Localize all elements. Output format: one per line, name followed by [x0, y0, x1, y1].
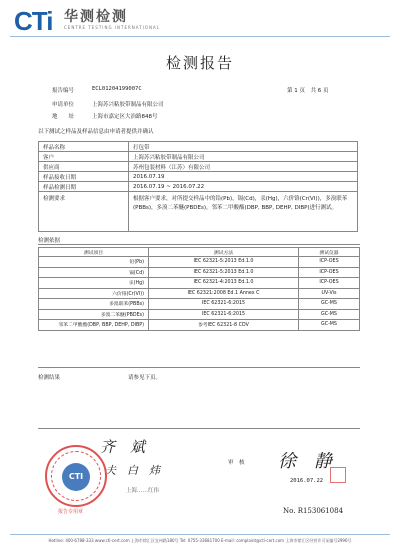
test-item: 多溴二苯醚(PBDEs) [39, 309, 149, 320]
address-label: 地 址 [52, 114, 75, 120]
report-header [0, 0, 400, 38]
col-header-item: 测试项目 [39, 248, 149, 257]
table-row [39, 257, 360, 268]
company-subtitle: CENTRE TESTING INTERNATIONAL [64, 25, 160, 30]
info-row [39, 192, 358, 232]
applicant-value: 上海苏兴粘胶带制品有限公司 [92, 102, 164, 108]
col-header-method: 测试方法 [149, 248, 299, 257]
info-key: 样品名称 [39, 142, 129, 152]
info-value: 2016.07.19 [129, 172, 358, 182]
handwritten-signature-mid: 夫 白 炜 [105, 464, 160, 477]
test-method: IEC 62321-4:2013 Ed.1.0 [149, 278, 299, 289]
table-row [39, 267, 360, 278]
company-name: 华测检测 [64, 9, 128, 25]
test-item: 镉(Cd) [39, 267, 149, 278]
test-method: IEC 62321-6:2015 [149, 299, 299, 310]
report-number: ECL01204199007C [92, 86, 142, 92]
square-stamp [330, 467, 346, 483]
info-value: 上海苏兴粘胶带制品有限公司 [129, 152, 358, 162]
page-current: 1 [294, 88, 298, 94]
info-row [39, 172, 358, 182]
page-prefix: 第 [287, 88, 293, 94]
test-item: 汞(Hg) [39, 278, 149, 289]
info-key: 客户 [39, 152, 129, 162]
test-instrument: ICP-OES [299, 257, 360, 268]
footer-contact: Hotline: 400-6788-333 www.cti-cert.com 上海市徐汇区宜州路180号 Tel: 0755-33681700 E-mail: complaint@cti-cert.com 上海市徐汇区经营许可证编号2996号 [48, 538, 352, 543]
test-method: 参考IEC 62321-8 CDV [149, 320, 299, 331]
info-row [39, 152, 358, 162]
certificate-number [283, 507, 343, 515]
col-header-instrument: 测试仪器 [299, 248, 360, 257]
table-row [39, 320, 360, 331]
test-instrument: GC-MS [299, 299, 360, 310]
info-key: 供应商 [39, 162, 129, 172]
table-row [39, 288, 360, 299]
test-method: IEC 62321-6:2015 [149, 309, 299, 320]
conclusion-label: 检测结果 [38, 375, 61, 381]
approver-note: 上海……红伟 [126, 488, 160, 494]
test-instrument: GC-MS [299, 309, 360, 320]
test-method: IEC 62321-5:2013 Ed.1.0 [149, 257, 299, 268]
table-row [39, 299, 360, 310]
footer-divider [10, 534, 390, 535]
info-key: 样品检测日期 [39, 182, 129, 192]
table-row [39, 309, 360, 320]
info-row [39, 142, 358, 152]
report-title: 检测报告 [165, 54, 234, 72]
conclusion-section [38, 367, 360, 429]
sign-date: 2016.07.22 [290, 478, 324, 484]
info-value: 打包带 [129, 142, 358, 152]
sample-note: 以下测试之样品及样品信息由申请者提供并确认 [38, 129, 154, 135]
test-item: 六价铬(Cr(VI)) [39, 288, 149, 299]
test-results-table [38, 247, 360, 331]
applicant-label: 申请单位 [52, 102, 75, 108]
info-key: 样品接收日期 [39, 172, 129, 182]
cti-logo: CTi [14, 6, 53, 36]
info-row [39, 182, 358, 192]
page-suffix: 页 [323, 88, 329, 94]
test-instrument: ICP-OES [299, 278, 360, 289]
info-value: 苏州包装材料（江苏）有限公司 [129, 162, 358, 172]
reviewer-label: 审 核 [228, 460, 245, 466]
conclusion-value: 请参见下页。 [128, 375, 162, 381]
table-row [39, 278, 360, 289]
test-method: IEC 62321:2008 Ed.1 Annex C [149, 288, 299, 299]
info-key: 检测要求 [39, 192, 129, 232]
basis-divider [38, 244, 360, 245]
certificate-no-label: No. [283, 507, 296, 515]
header-divider [10, 36, 390, 37]
test-item: 邻苯二甲酸酯(DBP, BBP, DEHP, DIBP) [39, 320, 149, 331]
page-total: 6 [317, 88, 322, 94]
basis-label: 检测依据 [38, 238, 61, 244]
test-instrument: GC-MS [299, 320, 360, 331]
seal-logo: CTI [62, 463, 90, 491]
address-value: 上海市嘉定区大治路848号 [92, 114, 158, 120]
test-item: 多溴联苯(PBBs) [39, 299, 149, 310]
info-value: 2016.07.19 ~ 2016.07.22 [129, 182, 358, 192]
test-method: IEC 62321-5:2013 Ed.1.0 [149, 267, 299, 278]
test-item: 铅(Pb) [39, 257, 149, 268]
sample-info-table [38, 141, 358, 232]
seal-text: 报告专用章 [58, 509, 84, 515]
test-instrument: ICP-OES [299, 267, 360, 278]
handwritten-signature-left: 齐 斌 [100, 438, 146, 456]
page-mid: 页 共 [299, 88, 317, 94]
test-instrument: UV-Vis [299, 288, 360, 299]
report-number-label: 报告编号 [52, 88, 75, 94]
reviewer-signature: 徐 静 [278, 451, 332, 472]
certificate-no-value: R153061084 [297, 507, 344, 515]
info-value: 根据客户要求，对所提交样品中的铅(Pb)，镉(Cd)，汞(Hg)，六价铬(Cr(VI))，多溴联苯(PBBs)，多溴二苯醚(PBDEs)，邻苯二甲酸酯(DBP, BBP, DEHP, DIBP)进行测试。 [129, 192, 358, 232]
official-seal [45, 445, 107, 507]
info-row [39, 162, 358, 172]
page-indicator [287, 86, 329, 94]
